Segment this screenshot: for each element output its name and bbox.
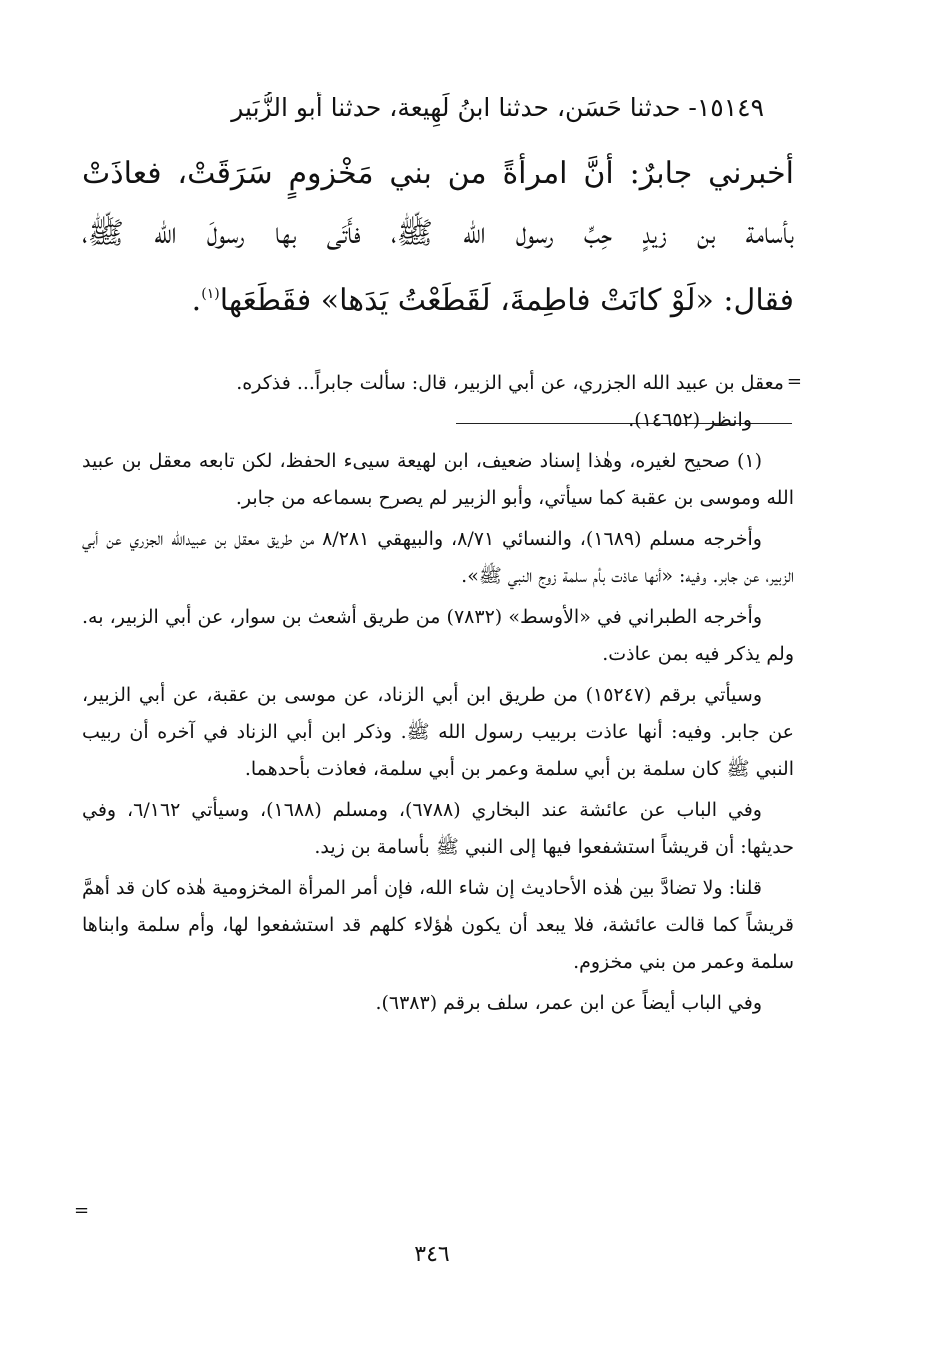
hadith-matn-line-1: أخبرني جابرٌ: أنَّ امرأةً من بني مَخْزومٍ سَرَقَتْ، فعاذَتْ: [82, 156, 794, 191]
hadith-matn-line-3-text: فقال: «لَوْ كانَتْ فاطِمةَ، لَقَطَعْتُ يَدَها» فقَطَعَها: [219, 283, 794, 318]
footnote-1-cross-reference: وسيأتي برقم (١٥٢٤٧) من طريق ابن أبي الزناد، عن موسى بن عقبة، عن أبي الزبير، عن جابر. وفيه: أنها عاذت بربيب رسول الله ﷺ. وذكر ابن أبي الزناد في آخره أن ربيب النبي ﷺ كان سلمة بن أبي سلمة وعمر بن أبي سلمة، فعاذت بأحدهما.: [82, 684, 794, 780]
continuation-mark-bottom: =: [74, 1200, 90, 1221]
footnote-continuation-line-1: معقل بن عبيد الله الجزري، عن أبي الزبير، قال: سألت جابراً... فذكره.: [236, 372, 784, 394]
page-number: ٣٤٦: [414, 1242, 450, 1267]
hadith-matn-line-3: [82, 264, 794, 331]
book-page: [74, 92, 802, 1312]
continuation-mark-top: =: [786, 371, 802, 392]
footnote-1-takhrij-muslim: وأخرجه مسلم (١٦٨٩)، والنسائي ٨/٧١، والبيهقي ٨/٢٨١ من طريق معقل بن عبيدالله الجزري عن أبي الزبير، عن جابر. وفيه: «أنها عاذت بأم سلمة زوج النبي ﷺ».: [82, 528, 794, 587]
footnote-marker: (١): [201, 286, 220, 302]
hadith-matn-line-2: بأسامة بن زيدٍ حِبِّ رسول الله ﷺ، فأَتَى بها رسولَ الله ﷺ،: [82, 216, 794, 251]
footnote-1-aisha-hadith: وفي الباب عن عائشة عند البخاري (٦٧٨٨)، ومسلم (١٦٨٨)، وسيأتي ٦/١٦٢، وفي حديثها: أن قريشاً استشفعوا فيها إلى النبي ﷺ بأسامة بن زيد.: [82, 799, 794, 858]
footnotes-section: [82, 365, 802, 1022]
footnote-1-grading: (١) صحيح لغيره، وهٰذا إسناد ضعيف، ابن لهيعة سيىء الحفظ، لكن تابعه معقل بن عبيد الله وموسى بن عقبة كما سيأتي، وأبو الزبير لم يصرح بسماعه من جابر.: [82, 450, 794, 509]
hadith-isnad-line: ١٥١٤٩- حدثنا حَسَن، حدثنا ابنُ لَهِيعة، حدثنا أبو الزُّبَير: [231, 93, 764, 122]
footnote-continuation-line-2: وانظر (١٤٦٥٢).: [628, 409, 752, 431]
footnote-1-ibn-umar: وفي الباب أيضاً عن ابن عمر، سلف برقم (٦٣٨٣).: [375, 992, 762, 1014]
footnote-1-reconciliation: قلنا: ولا تضادَّ بين هٰذه الأحاديث إن شاء الله، فإن أمر المرأة المخزومية هٰذه كان قد أهمَّ قريشاً كما قالت عائشة، فلا يبعد أن يكون هٰؤلاء كلهم قد استشفعوا لها، وأم سلمة وابناها سلمة وعمر من بني مخزوم.: [82, 877, 794, 973]
hadith-final-period: .: [191, 283, 202, 318]
footnote-1-takhrij-tabarani: وأخرجه الطبراني في «الأوسط» (٧٨٣٢) من طريق أشعث بن سوار، عن أبي الزبير، به. ولم يذكر فيه بمن عاذت.: [82, 606, 794, 665]
hadith-text: [82, 92, 794, 331]
footnote-continuation: [82, 365, 802, 439]
